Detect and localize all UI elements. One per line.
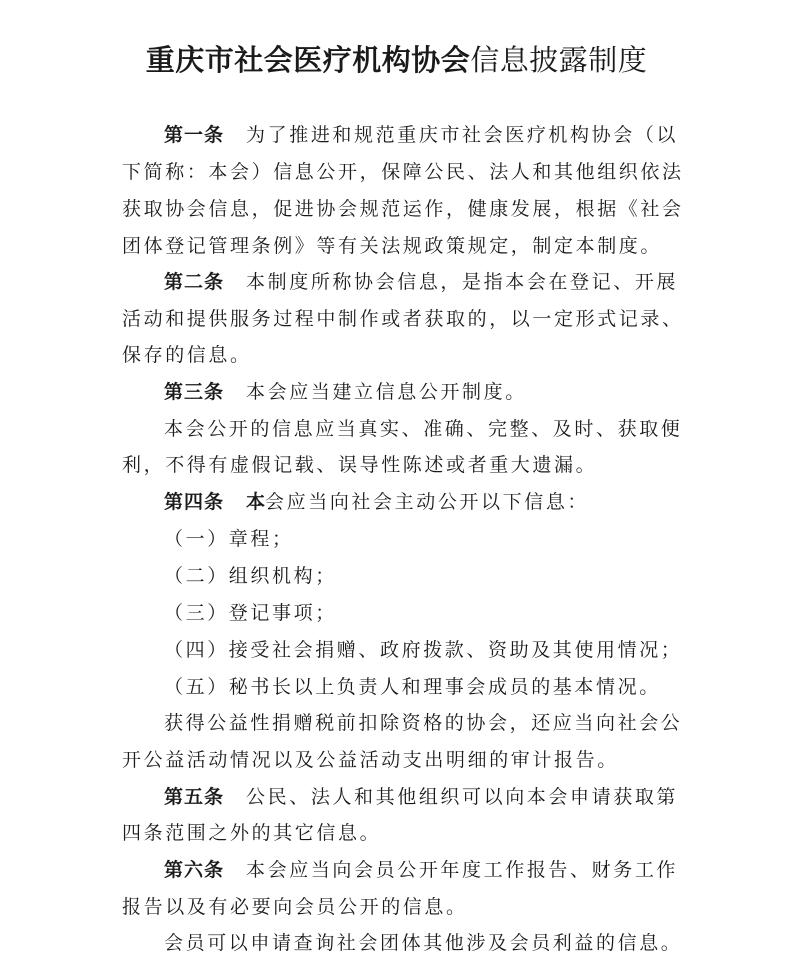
- list-item-5: （五）秘书长以上负责人和理事会成员的基本情况。: [164, 676, 661, 698]
- list-item-3: （三）登记事项；: [164, 602, 337, 624]
- article-3-heading: 第三条: [164, 381, 225, 403]
- article-6-line-1: [164, 857, 678, 883]
- article-6-para-2-line-1: 会员可以申请查询社会团体其他涉及会员利益的信息。: [164, 932, 683, 954]
- article-6-line-2: 报告以及有必要向会员公开的信息。: [122, 896, 468, 918]
- article-3-text: 本会应当建立信息公开制度。: [246, 381, 527, 403]
- article-3-line-1: [164, 379, 527, 405]
- list-item-4: （四）接受社会捐赠、政府拨款、资助及其使用情况；: [164, 639, 683, 661]
- title-subject: 信息披露制度: [470, 43, 648, 77]
- article-1-text: 为了推进和规范重庆市社会医疗机构协会（以: [246, 124, 679, 146]
- title-organization: 重庆市社会医疗机构协会: [145, 43, 471, 77]
- article-1-line-1: [164, 122, 678, 148]
- article-4-text: 会应当向社会主动公开以下信息：: [265, 491, 590, 513]
- article-2-line-2: 活动和提供服务过程中制作或者获取的，以一定形式记录、: [122, 308, 684, 330]
- list-item-2: （二）组织机构；: [164, 565, 337, 587]
- article-2-line-3: 保存的信息。: [122, 344, 252, 366]
- article-6-heading: 第六条: [164, 859, 225, 881]
- article-2-heading: 第二条: [164, 271, 225, 293]
- article-4-para-2-line-1: 获得公益性捐赠税前扣除资格的协会，还应当向社会公: [164, 712, 683, 734]
- article-4-bold-word: 本: [246, 491, 266, 513]
- article-1-heading: 第一条: [164, 124, 225, 146]
- article-5-line-2: 四条范围之外的其它信息。: [122, 822, 382, 844]
- article-5-text: 公民、法人和其他组织可以向本会申请获取第: [246, 786, 679, 808]
- article-2-line-1: [164, 269, 678, 295]
- article-4-line-1: [164, 489, 589, 515]
- article-1-line-4: 团体登记管理条例》等有关法规政策规定，制定本制度。: [122, 235, 663, 257]
- article-4-heading: 第四条: [164, 491, 225, 513]
- article-5-heading: 第五条: [164, 786, 225, 808]
- document-title: [0, 40, 793, 80]
- article-6-text: 本会应当向会员公开年度工作报告、财务工作: [246, 859, 679, 881]
- article-4-para-2-line-2: 开公益活动情况以及公益活动支出明细的审计报告。: [122, 749, 619, 771]
- article-5-line-1: [164, 784, 678, 810]
- article-3-para-2-line-2: 利，不得有虚假记载、误导性陈述或者重大遗漏。: [122, 454, 598, 476]
- article-3-para-2-line-1: 本会公开的信息应当真实、准确、完整、及时、获取便: [164, 418, 683, 440]
- article-2-text: 本制度所称协会信息，是指本会在登记、开展: [246, 271, 679, 293]
- article-1-line-3: 获取协会信息，促进协会规范运作，健康发展，根据《社会: [122, 198, 684, 220]
- article-1-line-2: 下简称：本会）信息公开，保障公民、法人和其他组织依法: [122, 161, 684, 183]
- list-item-1: （一）章程；: [164, 528, 294, 550]
